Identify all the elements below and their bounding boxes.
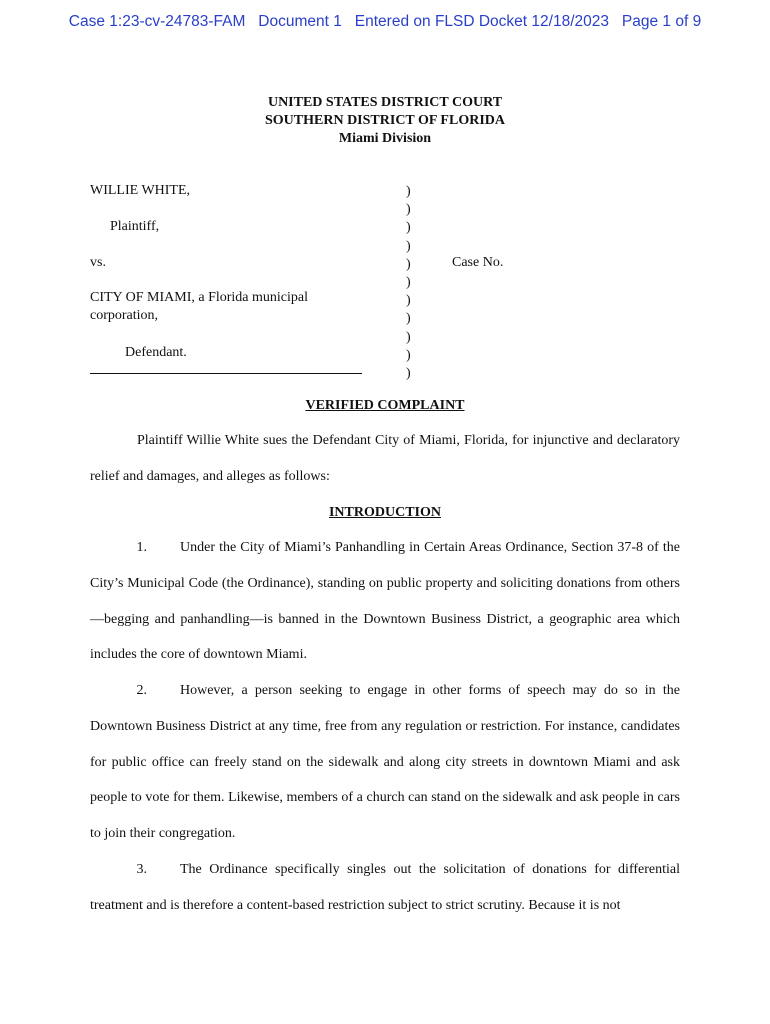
paren: ) <box>406 293 411 309</box>
case-caption <box>90 182 690 382</box>
paragraph-text: Under the City of Miami’s Panhandling in Certain Areas Ordinance, Section 37-8 of the City’s Municipal Code (the Ordinance), standing on public property and soliciting donations from others—begging and panhandling—is banned in the Downtown Business District, a geographic area which includes the core of downtown Miami. <box>90 540 680 663</box>
plaintiff-name: WILLIE WHITE, <box>90 183 191 198</box>
defendant-name-line1: CITY OF MIAMI, a Florida municipal <box>90 290 309 305</box>
caption-parentheses <box>406 183 418 383</box>
numbered-paragraph-1 <box>90 530 680 673</box>
defendant-role: Defendant. <box>125 345 187 360</box>
plaintiff-role: Plaintiff, <box>110 219 160 234</box>
docket-header-stamp: Case 1:23-cv-24783-FAM Document 1 Entered on FLSD Docket 12/18/2023 Page 1 of 9 <box>68 13 702 30</box>
court-division: Miami Division <box>338 131 432 146</box>
caption-signature-rule <box>90 373 362 374</box>
numbered-paragraph-3 <box>90 852 680 924</box>
numbered-paragraph-2 <box>90 673 680 852</box>
section-heading-introduction: INTRODUCTION <box>328 505 441 520</box>
case-number-label: Case No. <box>452 255 504 270</box>
paren: ) <box>406 311 411 327</box>
paren: ) <box>406 202 411 218</box>
paragraph-number: 1. <box>136 540 147 555</box>
court-name: UNITED STATES DISTRICT COURT <box>267 95 503 110</box>
paren: ) <box>406 366 411 382</box>
paren: ) <box>406 184 411 199</box>
paren: ) <box>406 275 411 291</box>
paragraph-number: 2. <box>136 683 147 698</box>
paren: ) <box>406 347 411 363</box>
paragraph-text: The Ordinance specifically singles out the solicitation of donations for differential treatment and is therefore a content-based restriction subject to strict scrutiny. Because it is not <box>90 862 680 913</box>
paren: ) <box>406 220 411 236</box>
paragraph-text: However, a person seeking to engage in other forms of speech may do so in the Downtown Business District at any time, free from any regulation or restriction. For instance, candidates for public office can freely stand on the sidewalk and along city streets in downtown Miami and ask people to vote for them. Likewise, members of a church can stand on the sidewalk and ask people in cars to join their congregation. <box>90 683 680 842</box>
court-district: SOUTHERN DISTRICT OF FLORIDA <box>265 113 505 128</box>
paren: ) <box>406 329 411 345</box>
defendant-name-line2: corporation, <box>90 308 159 323</box>
intro-paragraph: Plaintiff Willie White sues the Defendant City of Miami, Florida, for injunctive and declaratory relief and damages, and alleges as follows: <box>90 433 680 484</box>
court-heading <box>0 94 770 148</box>
paren: ) <box>406 238 411 254</box>
paragraph-number: 3. <box>136 862 147 877</box>
paren: ) <box>406 256 411 272</box>
versus-label: vs. <box>90 255 106 270</box>
document-title: VERIFIED COMPLAINT <box>305 398 465 413</box>
